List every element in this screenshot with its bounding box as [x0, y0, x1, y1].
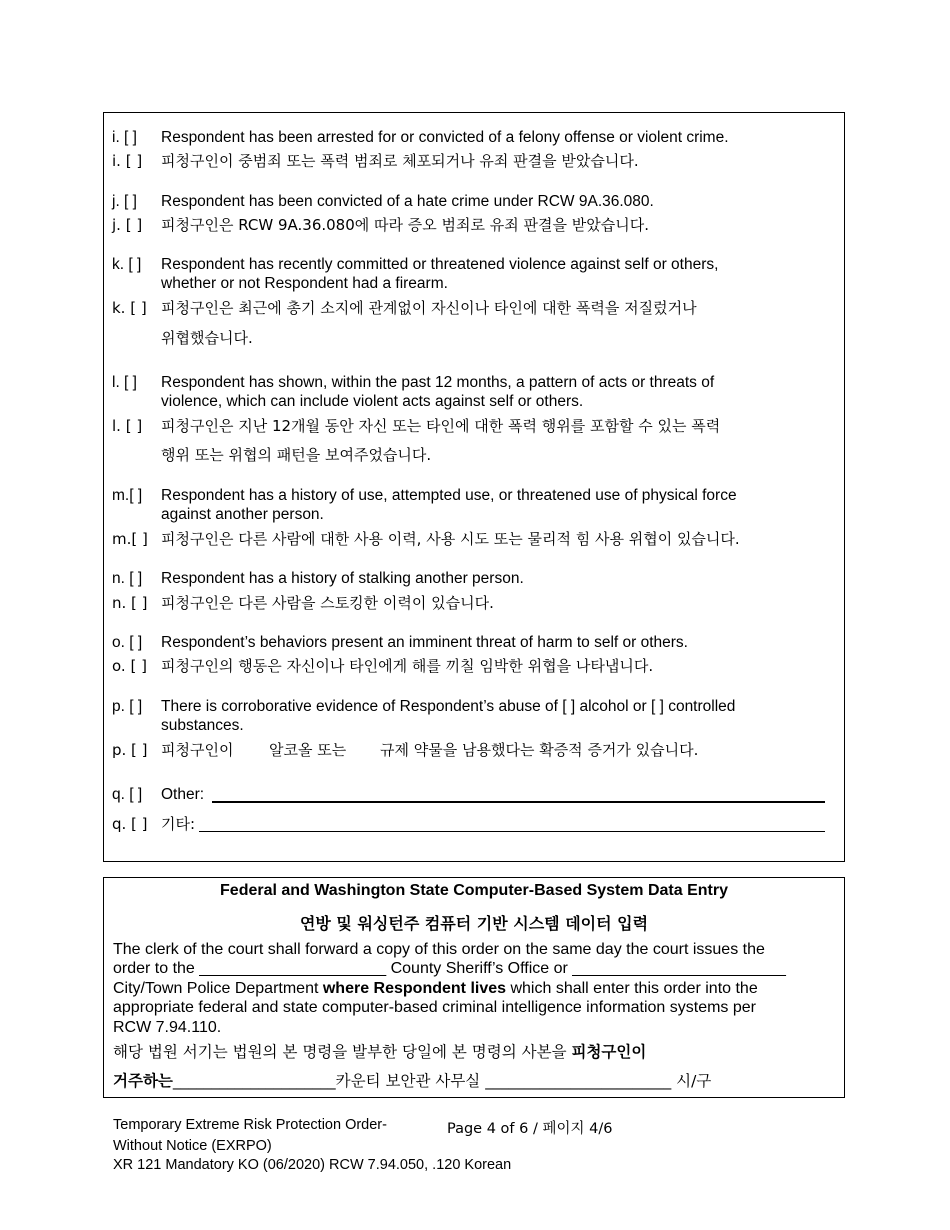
- checkbox-l[interactable]: l. [ ]: [112, 374, 137, 391]
- footer-form-subtitle: Without Notice (EXRPO): [113, 1138, 272, 1154]
- checkbox-p-ko[interactable]: p. [ ]: [112, 741, 148, 759]
- checkbox-j[interactable]: j. [ ]: [112, 193, 137, 210]
- checkbox-i[interactable]: i. [ ]: [112, 129, 137, 146]
- checkbox-m-ko[interactable]: m.[ ]: [112, 530, 148, 548]
- checkbox-k-ko[interactable]: k. [ ]: [112, 299, 147, 317]
- checkbox-n[interactable]: n. [ ]: [112, 570, 143, 587]
- footer-form-code: XR 121 Mandatory KO (06/2020) RCW 7.94.050, .120 Korean: [113, 1157, 512, 1173]
- data-entry-title-en: Federal and Washington State Computer-Based System Data Entry: [220, 882, 728, 899]
- checkbox-q-ko[interactable]: q. [ ]: [112, 815, 148, 833]
- other-input-line-ko[interactable]: [199, 831, 825, 832]
- checkbox-p[interactable]: p. [ ]: [112, 698, 143, 715]
- data-entry-line-2: order to the _____________________ County Sheriff’s Office or ________________________: [113, 960, 786, 977]
- checkbox-m[interactable]: m.[ ]: [112, 487, 143, 504]
- data-entry-line-4: appropriate federal and state computer-based criminal intelligence information systems per: [113, 999, 756, 1016]
- checkbox-l-ko[interactable]: l. [ ]: [112, 417, 143, 435]
- data-entry-line-5: RCW 7.94.110.: [113, 1019, 222, 1036]
- checkbox-o-ko[interactable]: o. [ ]: [112, 657, 147, 675]
- footer-form-title: Temporary Extreme Risk Protection Order-: [113, 1117, 387, 1133]
- checkbox-i-ko[interactable]: i. [ ]: [112, 152, 143, 170]
- checkbox-j-ko[interactable]: j. [ ]: [112, 216, 143, 234]
- checkbox-k[interactable]: k. [ ]: [112, 256, 142, 273]
- footer-page-number: Page 4 of 6 / 페이지 4/6: [447, 1121, 613, 1137]
- checkbox-n-ko[interactable]: n. [ ]: [112, 594, 148, 612]
- data-entry-ko-line-1: 해당 법원 서기는 법원의 본 명령을 발부한 당일에 본 명령의 사본을 피청구인이: [113, 1043, 647, 1061]
- checkbox-o[interactable]: o. [ ]: [112, 634, 143, 651]
- other-input-line[interactable]: [212, 801, 825, 803]
- checkbox-q[interactable]: q. [ ]: [112, 786, 143, 803]
- data-entry-ko-line-2: 거주하는_____________________카운티 보안관 사무실 ________________________ 시/구: [113, 1072, 712, 1090]
- data-entry-line-1: The clerk of the court shall forward a copy of this order on the same day the court issues the: [113, 941, 765, 958]
- data-entry-line-3: City/Town Police Department where Respondent lives which shall enter this order into the: [113, 980, 758, 997]
- data-entry-title-ko: 연방 및 워싱턴주 컴퓨터 기반 시스템 데이터 입력: [299, 914, 649, 933]
